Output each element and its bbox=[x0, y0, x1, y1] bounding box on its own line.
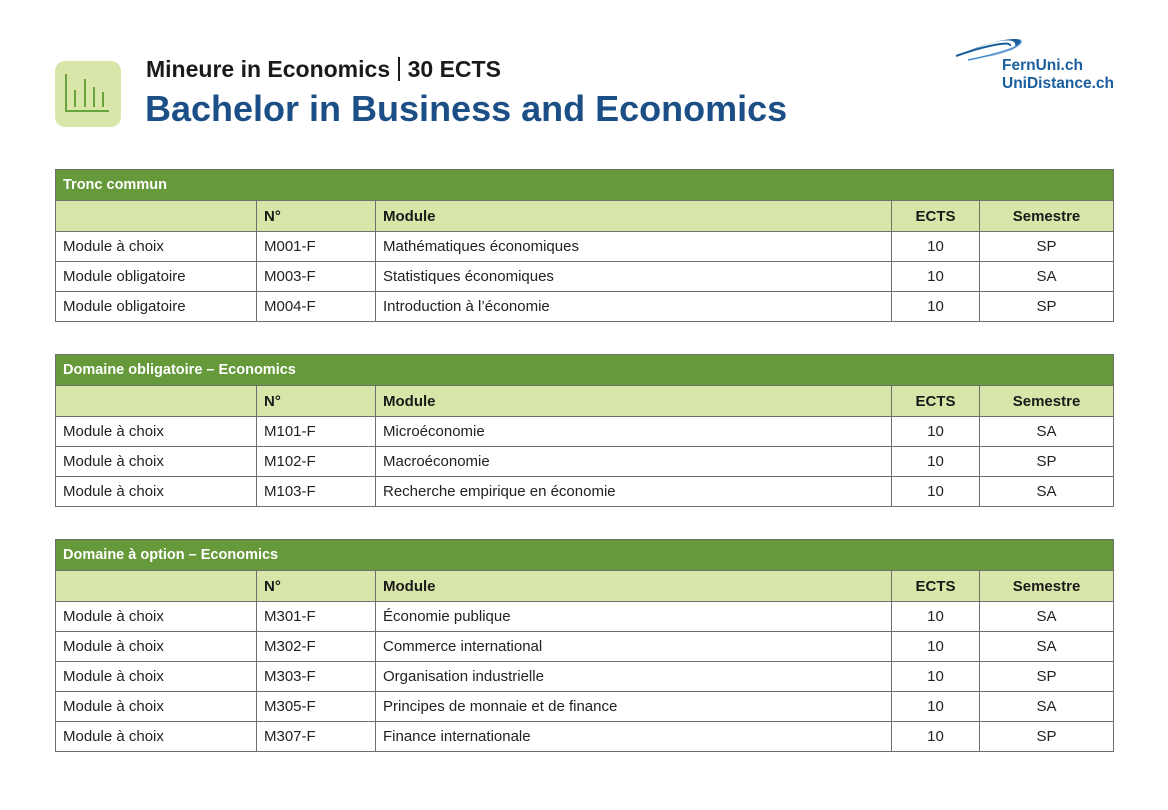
section-header-row bbox=[56, 170, 1114, 201]
cell-module-type: Module à choix bbox=[56, 417, 257, 447]
table-row bbox=[56, 417, 1114, 447]
table-row bbox=[56, 722, 1114, 752]
module-table bbox=[55, 539, 1114, 752]
cell-semestre: SA bbox=[980, 632, 1114, 662]
cell-semestre: SA bbox=[980, 417, 1114, 447]
table-row bbox=[56, 692, 1114, 722]
cell-module-type: Module à choix bbox=[56, 232, 257, 262]
ects-total: 30 ECTS bbox=[407, 56, 501, 82]
cell-module-number: M303-F bbox=[257, 662, 376, 692]
cell-module-number: M004-F bbox=[257, 292, 376, 322]
cell-module-type: Module à choix bbox=[56, 692, 257, 722]
cell-ects: 10 bbox=[892, 292, 980, 322]
section-header-row bbox=[56, 540, 1114, 571]
cell-module-type: Module à choix bbox=[56, 447, 257, 477]
cell-module-name: Introduction à l’économie bbox=[376, 292, 892, 322]
cell-module-type: Module obligatoire bbox=[56, 262, 257, 292]
section-header-row bbox=[56, 355, 1114, 386]
section-title: Domaine à option – Economics bbox=[56, 540, 1114, 571]
cell-module-name: Organisation industrielle bbox=[376, 662, 892, 692]
cell-module-number: M101-F bbox=[257, 417, 376, 447]
cell-semestre: SP bbox=[980, 232, 1114, 262]
column-header-row bbox=[56, 571, 1114, 602]
table-row bbox=[56, 232, 1114, 262]
cell-semestre: SP bbox=[980, 292, 1114, 322]
cell-ects: 10 bbox=[892, 417, 980, 447]
subtitle-divider bbox=[398, 57, 400, 81]
logo-text bbox=[1002, 57, 1114, 93]
cell-ects: 10 bbox=[892, 692, 980, 722]
cell-ects: 10 bbox=[892, 602, 980, 632]
table-row bbox=[56, 447, 1114, 477]
table-row bbox=[56, 602, 1114, 632]
header-semestre: Semestre bbox=[980, 571, 1114, 602]
cell-ects: 10 bbox=[892, 447, 980, 477]
cell-ects: 10 bbox=[892, 262, 980, 292]
cell-semestre: SA bbox=[980, 477, 1114, 507]
header-no: N° bbox=[257, 571, 376, 602]
cell-module-number: M001-F bbox=[257, 232, 376, 262]
header-type bbox=[56, 201, 257, 232]
table-row bbox=[56, 292, 1114, 322]
cell-module-number: M307-F bbox=[257, 722, 376, 752]
cell-semestre: SA bbox=[980, 692, 1114, 722]
cell-semestre: SP bbox=[980, 722, 1114, 752]
section-title: Domaine obligatoire – Economics bbox=[56, 355, 1114, 386]
header-module: Module bbox=[376, 201, 892, 232]
table-row bbox=[56, 662, 1114, 692]
cell-module-type: Module obligatoire bbox=[56, 292, 257, 322]
cell-module-number: M102-F bbox=[257, 447, 376, 477]
header-ects: ECTS bbox=[892, 201, 980, 232]
cell-semestre: SA bbox=[980, 262, 1114, 292]
header-module: Module bbox=[376, 571, 892, 602]
table-row bbox=[56, 262, 1114, 292]
cell-module-name: Économie publique bbox=[376, 602, 892, 632]
cell-semestre: SA bbox=[980, 602, 1114, 632]
table-row bbox=[56, 632, 1114, 662]
header-no: N° bbox=[257, 386, 376, 417]
program-icon-tile bbox=[55, 61, 121, 127]
cell-module-name: Mathématiques économiques bbox=[376, 232, 892, 262]
header-semestre: Semestre bbox=[980, 386, 1114, 417]
cell-module-type: Module à choix bbox=[56, 602, 257, 632]
cell-module-name: Microéconomie bbox=[376, 417, 892, 447]
header-semestre: Semestre bbox=[980, 201, 1114, 232]
module-table bbox=[55, 169, 1114, 322]
section-title: Tronc commun bbox=[56, 170, 1114, 201]
header-ects: ECTS bbox=[892, 386, 980, 417]
cell-module-name: Statistiques économiques bbox=[376, 262, 892, 292]
header-ects: ECTS bbox=[892, 571, 980, 602]
cell-ects: 10 bbox=[892, 632, 980, 662]
header-module: Module bbox=[376, 386, 892, 417]
bar-chart-icon bbox=[55, 61, 121, 127]
page-title: Bachelor in Business and Economics bbox=[145, 88, 788, 129]
header-type bbox=[56, 571, 257, 602]
module-table bbox=[55, 354, 1114, 507]
cell-module-name: Principes de monnaie et de finance bbox=[376, 692, 892, 722]
table-row bbox=[56, 477, 1114, 507]
cell-semestre: SP bbox=[980, 447, 1114, 477]
column-header-row bbox=[56, 201, 1114, 232]
logo-unidistance: UniDistance.ch bbox=[1002, 75, 1114, 92]
header-no: N° bbox=[257, 201, 376, 232]
cell-module-number: M003-F bbox=[257, 262, 376, 292]
cell-module-number: M301-F bbox=[257, 602, 376, 632]
cell-ects: 10 bbox=[892, 722, 980, 752]
cell-semestre: SP bbox=[980, 662, 1114, 692]
cell-module-type: Module à choix bbox=[56, 662, 257, 692]
cell-module-number: M302-F bbox=[257, 632, 376, 662]
cell-module-type: Module à choix bbox=[56, 477, 257, 507]
cell-ects: 10 bbox=[892, 662, 980, 692]
header-type bbox=[56, 386, 257, 417]
cell-module-number: M305-F bbox=[257, 692, 376, 722]
logo-fernuni: FernUni.ch bbox=[1002, 57, 1083, 74]
cell-module-name: Recherche empirique en économie bbox=[376, 477, 892, 507]
cell-module-name: Commerce international bbox=[376, 632, 892, 662]
cell-module-name: Finance internationale bbox=[376, 722, 892, 752]
cell-module-number: M103-F bbox=[257, 477, 376, 507]
minor-name: Mineure in Economics bbox=[146, 56, 391, 82]
cell-ects: 10 bbox=[892, 232, 980, 262]
cell-module-type: Module à choix bbox=[56, 632, 257, 662]
page-subtitle bbox=[146, 56, 501, 83]
column-header-row bbox=[56, 386, 1114, 417]
cell-module-name: Macroéconomie bbox=[376, 447, 892, 477]
cell-ects: 10 bbox=[892, 477, 980, 507]
cell-module-type: Module à choix bbox=[56, 722, 257, 752]
